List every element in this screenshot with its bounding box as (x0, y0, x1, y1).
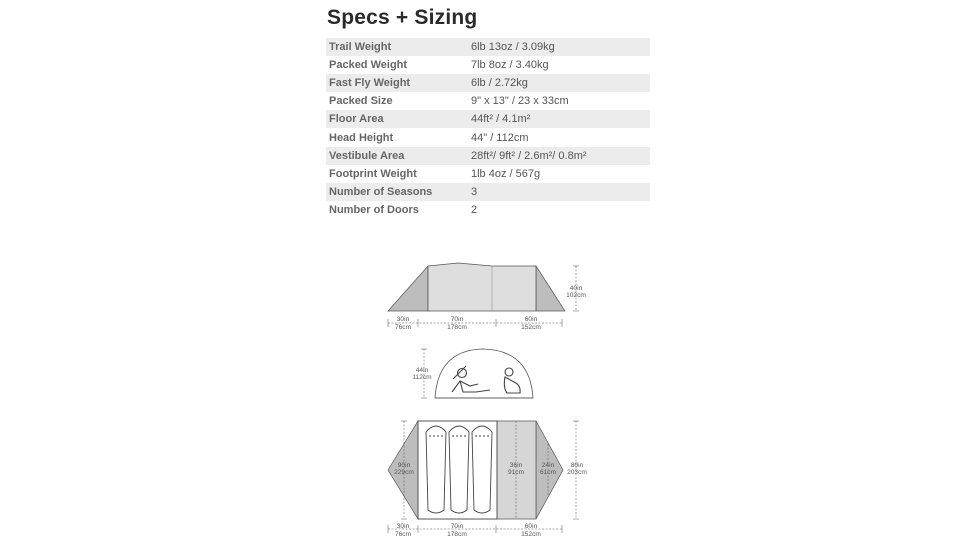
top-bottom-right-cm: 152cm (521, 531, 541, 538)
top-bottom-center-in: 70in (450, 523, 464, 530)
top-inner-right-cm: 91cm (507, 469, 525, 476)
side-height-cm: 102cm (566, 292, 586, 299)
spec-label: Footprint Weight (329, 167, 417, 180)
spec-value: 6lb 13oz / 3.09kg (468, 38, 650, 56)
side-center-cm: 178cm (447, 324, 467, 331)
spec-label: Vestibule Area (326, 147, 468, 165)
spec-value: 2 (471, 203, 478, 216)
spec-value: 9" x 13" / 23 x 33cm (471, 95, 569, 108)
side-height-in: 40in (569, 285, 583, 292)
spec-label: Number of Seasons (326, 183, 468, 201)
top-left-width-in: 90in (397, 462, 411, 469)
end-height-cm: 112cm (412, 374, 432, 381)
spec-label: Floor Area (326, 110, 468, 128)
side-right-cm: 152cm (521, 324, 541, 331)
top-bottom-right-in: 60in (524, 523, 538, 530)
top-vestibule-right-cm: 61cm (539, 469, 557, 476)
side-right-vestibule (536, 266, 565, 311)
spec-value: 44ft² / 4.1m² (468, 110, 650, 128)
top-vestibule-right-in: 24in (541, 462, 555, 469)
side-left-cm: 76cm (394, 324, 412, 331)
top-bottom-left-cm: 76cm (394, 531, 412, 538)
page-title: Specs + Sizing (327, 6, 478, 29)
spec-label: Head Height (329, 131, 394, 144)
spec-label: Packed Weight (329, 59, 408, 72)
side-left-vestibule (388, 266, 428, 311)
top-inner-right-in: 36in (509, 462, 523, 469)
end-height-in: 44in (415, 367, 429, 374)
side-view-diagram (388, 263, 586, 331)
spec-value: 44" / 112cm (471, 131, 529, 144)
spec-label: Fast Fly Weight (326, 74, 468, 92)
top-bottom-left-in: 30in (396, 523, 410, 530)
side-left-in: 30in (396, 316, 410, 323)
top-bottom-center-cm: 178cm (447, 531, 467, 538)
end-view-diagram (412, 349, 533, 398)
sleeping-bag-icon (426, 426, 492, 513)
top-view-diagram (388, 421, 587, 538)
top-outer-right-in: 80in (570, 462, 584, 469)
spec-value: 1lb 4oz / 567g (471, 167, 541, 180)
spec-value: 28ft²/ 9ft² / 2.6m²/ 0.8m² (468, 147, 650, 165)
spec-value: 3 (468, 183, 650, 201)
top-left-width-cm: 229cm (394, 469, 414, 476)
spec-label: Trail Weight (326, 38, 468, 56)
top-outer-right-cm: 203cm (567, 469, 587, 476)
spec-value: 7lb 8oz / 3.40kg (471, 59, 549, 72)
spec-label: Number of Doors (329, 203, 419, 216)
side-right-in: 60in (524, 316, 538, 323)
side-tent-body (428, 263, 536, 311)
side-center-in: 70in (450, 316, 464, 323)
spec-value: 6lb / 2.72kg (468, 74, 650, 92)
spec-label: Packed Size (329, 95, 393, 108)
